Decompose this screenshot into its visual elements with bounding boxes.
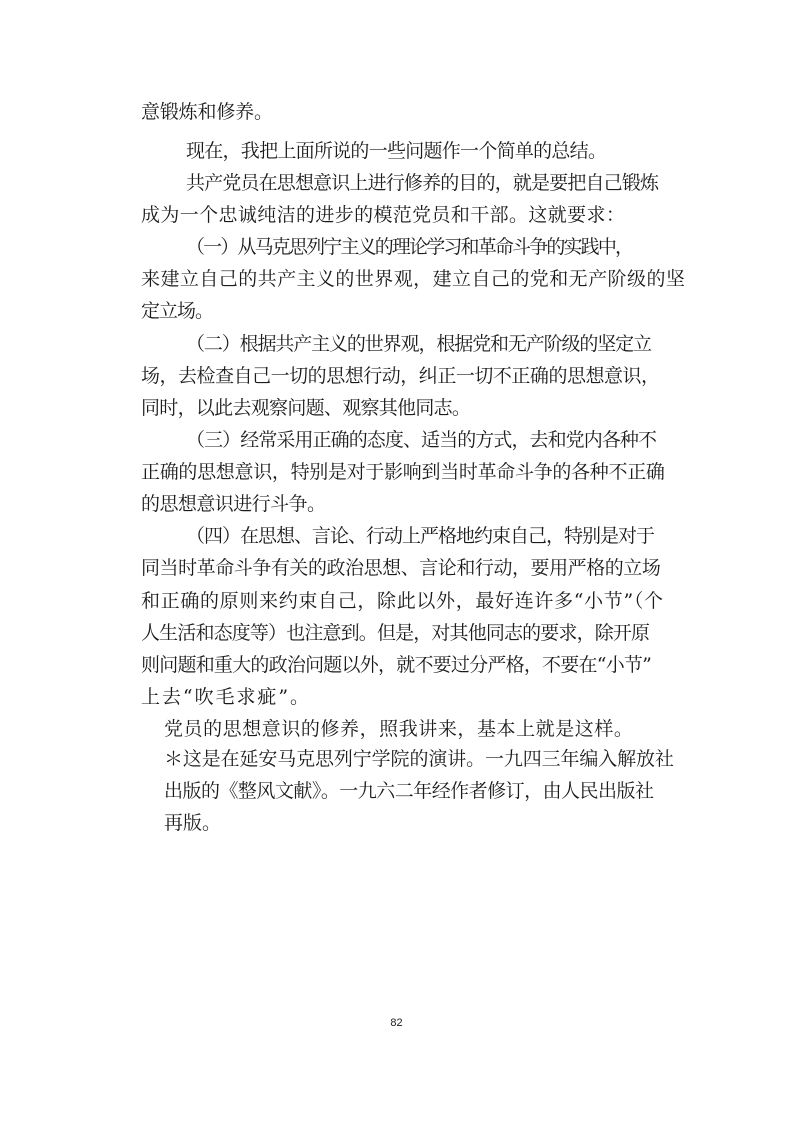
text-line: 来建立自己的共产主义的世界观，建立自己的党和无产阶级的坚 [141,268,686,290]
text-line: 成为一个忠诚纯洁的进步的模范党员和干部。这就要求： [141,204,626,226]
text-line: 正确的思想意识，特别是对于影响到当时革命斗争的各种不正确 [141,461,665,483]
text-line: （三）经常采用正确的态度、适当的方式，去和党内各种不 [186,429,657,451]
text-line: （四）在思想、言论、行动上严格地约束自己，特别是对于 [186,525,655,547]
text-line: 同时，以此去观察问题、观察其他同志。 [141,397,471,419]
text-line: （二）根据共产主义的世界观，根据党和无产阶级的坚定立 [186,333,651,355]
text-line: 意锻炼和修养。 [141,101,273,123]
text-line: 共产党员在思想意识上进行修养的目的，就是要把自己锻炼 [186,172,659,194]
text-line: 党员的思想意识的修养，照我讲来，基本上就是这样。 [164,718,634,740]
text-line: 再版。 [164,812,221,834]
text-line: 同当时革命斗争有关的政治思想、言论和行动，要用严格的立场 [141,557,661,579]
text-line: 定立场。 [141,300,213,322]
text-line: 现在，我把上面所说的一些问题作一个简单的总结。 [186,140,607,162]
text-line: 出版的《整风文献》。一九六二年经作者修订，由人民出版社 [164,780,654,802]
text-line: ＊这是在延安马克思列宁学院的演讲。一九四三年编入解放社 [164,748,674,770]
text-line: 的思想意识进行斗争。 [141,493,326,515]
text-line: （一）从马克思列宁主义的理论学习和革命斗争的实践中， [186,236,633,258]
page-number: 82 [390,1017,403,1029]
text-line: 和正确的原则来约束自己，除此以外，最好连许多“小节”（个 [141,590,664,612]
text-line: 则问题和重大的政治问题以外，就不要过分严格，不要在“小节” [141,654,652,676]
text-line: 场，去检查自己一切的思想行动，纠正一切不正确的思想意识， [141,365,660,387]
text-line: 人生活和态度等）也注意到。但是，对其他同志的要求，除开原 [141,622,650,644]
text-line: 上去“吹毛求疵”。 [141,686,311,708]
